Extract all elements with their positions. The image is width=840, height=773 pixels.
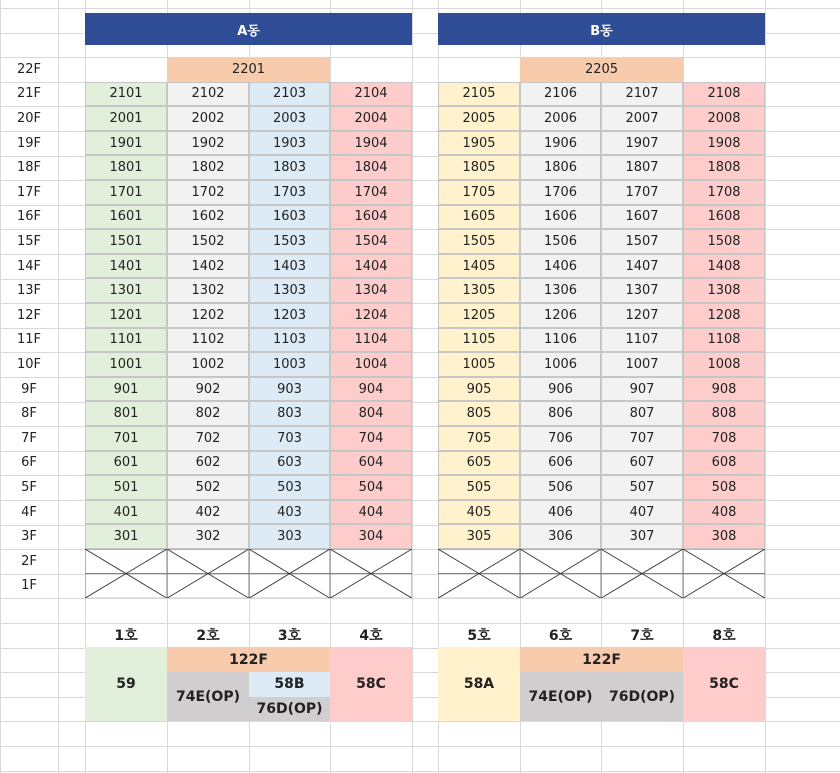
unit-1908[interactable]: 1908 (683, 131, 765, 156)
unit-1307[interactable]: 1307 (601, 278, 683, 303)
unit-905[interactable]: 905 (438, 377, 520, 402)
floor-label: 5F (21, 479, 37, 495)
grid-row-line (0, 8, 840, 9)
unit-505[interactable]: 505 (438, 475, 520, 500)
unit-1208[interactable]: 1208 (683, 303, 765, 328)
unit-2004[interactable]: 2004 (330, 106, 412, 131)
unit-802[interactable]: 802 (167, 401, 249, 426)
type-74e-op-b[interactable]: 74E(OP) (520, 672, 601, 721)
unit-703[interactable]: 703 (249, 426, 330, 451)
grid-row-line (0, 746, 840, 747)
unit-302[interactable]: 302 (167, 524, 249, 549)
unit-1405[interactable]: 1405 (438, 254, 520, 279)
unit-column-label: 6호 (548, 628, 573, 645)
unit-1907[interactable]: 1907 (601, 131, 683, 156)
floor-label: 14F (16, 258, 42, 274)
type-76d-op-b[interactable]: 76D(OP) (601, 672, 683, 721)
floor-label: 8F (21, 406, 37, 422)
unit-1404[interactable]: 1404 (330, 254, 412, 279)
unit-502[interactable]: 502 (167, 475, 249, 500)
unit-608[interactable]: 608 (683, 451, 765, 476)
unit-1505[interactable]: 1505 (438, 229, 520, 254)
type-58c-b[interactable]: 58C (683, 647, 765, 721)
unit-903[interactable]: 903 (249, 377, 330, 402)
unit-507[interactable]: 507 (601, 475, 683, 500)
unit-2001[interactable]: 2001 (85, 106, 167, 131)
unit-1301[interactable]: 1301 (85, 278, 167, 303)
type-74e-op-a[interactable]: 74E(OP) (167, 672, 249, 721)
grid-row-line (0, 598, 840, 599)
unit-508[interactable]: 508 (683, 475, 765, 500)
unit-1003[interactable]: 1003 (249, 352, 330, 377)
unit-1403[interactable]: 1403 (249, 254, 330, 279)
unit-1501[interactable]: 1501 (85, 229, 167, 254)
unit-1702[interactable]: 1702 (167, 180, 249, 205)
unit-1608[interactable]: 1608 (683, 205, 765, 230)
unit-1506[interactable]: 1506 (520, 229, 601, 254)
unit-1502[interactable]: 1502 (167, 229, 249, 254)
unit-1203[interactable]: 1203 (249, 303, 330, 328)
unit-1603[interactable]: 1603 (249, 205, 330, 230)
grid-column-line (412, 0, 413, 773)
unit-1106[interactable]: 1106 (520, 328, 601, 353)
unit-1305[interactable]: 1305 (438, 278, 520, 303)
unit-1605[interactable]: 1605 (438, 205, 520, 230)
unit-405[interactable]: 405 (438, 500, 520, 525)
floor-label: 6F (21, 455, 37, 471)
type-58c-a[interactable]: 58C (330, 647, 412, 721)
unit-407[interactable]: 407 (601, 500, 683, 525)
unit-2002[interactable]: 2002 (167, 106, 249, 131)
unit-2108[interactable]: 2108 (683, 82, 765, 107)
floor-label: 18F (16, 160, 42, 176)
unit-707[interactable]: 707 (601, 426, 683, 451)
unit-1308[interactable]: 1308 (683, 278, 765, 303)
unit-805[interactable]: 805 (438, 401, 520, 426)
pilotis-cell (438, 549, 520, 574)
unit-1207[interactable]: 1207 (601, 303, 683, 328)
unit-303[interactable]: 303 (249, 524, 330, 549)
unit-1503[interactable]: 1503 (249, 229, 330, 254)
unit-1406[interactable]: 1406 (520, 254, 601, 279)
floor-label: 7F (21, 430, 37, 446)
pilotis-cell (330, 574, 412, 599)
unit-1408[interactable]: 1408 (683, 254, 765, 279)
floor-label: 15F (16, 233, 42, 249)
unit-801[interactable]: 801 (85, 401, 167, 426)
unit-1008[interactable]: 1008 (683, 352, 765, 377)
pilotis-cell (683, 574, 765, 599)
unit-1306[interactable]: 1306 (520, 278, 601, 303)
unit-506[interactable]: 506 (520, 475, 601, 500)
type-58b[interactable]: 58B (249, 672, 330, 697)
unit-1103[interactable]: 1103 (249, 328, 330, 353)
unit-1401[interactable]: 1401 (85, 254, 167, 279)
floor-label: 11F (16, 332, 42, 348)
unit-1902[interactable]: 1902 (167, 131, 249, 156)
unit-1005[interactable]: 1005 (438, 352, 520, 377)
unit-1802[interactable]: 1802 (167, 155, 249, 180)
unit-603[interactable]: 603 (249, 451, 330, 476)
unit-1602[interactable]: 1602 (167, 205, 249, 230)
unit-1607[interactable]: 1607 (601, 205, 683, 230)
unit-904[interactable]: 904 (330, 377, 412, 402)
unit-1001[interactable]: 1001 (85, 352, 167, 377)
type-group-122f-b[interactable]: 122F (520, 647, 683, 672)
unit-306[interactable]: 306 (520, 524, 601, 549)
unit-902[interactable]: 902 (167, 377, 249, 402)
pilotis-cell (85, 574, 167, 599)
unit-606[interactable]: 606 (520, 451, 601, 476)
unit-604[interactable]: 604 (330, 451, 412, 476)
unit-701[interactable]: 701 (85, 426, 167, 451)
unit-403[interactable]: 403 (249, 500, 330, 525)
unit-1807[interactable]: 1807 (601, 155, 683, 180)
type-76d-op-a[interactable]: 76D(OP) (249, 697, 330, 722)
unit-column-label: 8호 (712, 628, 736, 645)
floor-label: 2F (21, 553, 37, 569)
pilotis-cell (249, 549, 330, 574)
unit-1304[interactable]: 1304 (330, 278, 412, 303)
unit-308[interactable]: 308 (683, 524, 765, 549)
unit-2105[interactable]: 2105 (438, 82, 520, 107)
unit-1708[interactable]: 1708 (683, 180, 765, 205)
unit-1201[interactable]: 1201 (85, 303, 167, 328)
unit-1101[interactable]: 1101 (85, 328, 167, 353)
unit-808[interactable]: 808 (683, 401, 765, 426)
unit-1206[interactable]: 1206 (520, 303, 601, 328)
floor-label: 10F (16, 356, 42, 372)
unit-2107[interactable]: 2107 (601, 82, 683, 107)
unit-705[interactable]: 705 (438, 426, 520, 451)
grid-row-line (0, 771, 840, 772)
pilotis-cross-b (438, 549, 765, 598)
unit-1804[interactable]: 1804 (330, 155, 412, 180)
unit-1204[interactable]: 1204 (330, 303, 412, 328)
unit-column-label: 5호 (467, 628, 491, 645)
floor-label: 22F (16, 61, 42, 77)
unit-2101[interactable]: 2101 (85, 82, 167, 107)
unit-1402[interactable]: 1402 (167, 254, 249, 279)
unit-1806[interactable]: 1806 (520, 155, 601, 180)
unit-1906[interactable]: 1906 (520, 131, 601, 156)
floor-label: 17F (16, 184, 42, 200)
unit-1205[interactable]: 1205 (438, 303, 520, 328)
unit-503[interactable]: 503 (249, 475, 330, 500)
unit-1903[interactable]: 1903 (249, 131, 330, 156)
unit-2008[interactable]: 2008 (683, 106, 765, 131)
unit-406[interactable]: 406 (520, 500, 601, 525)
unit-1705[interactable]: 1705 (438, 180, 520, 205)
unit-1606[interactable]: 1606 (520, 205, 601, 230)
unit-1303[interactable]: 1303 (249, 278, 330, 303)
unit-1006[interactable]: 1006 (520, 352, 601, 377)
unit-301[interactable]: 301 (85, 524, 167, 549)
unit-2106[interactable]: 2106 (520, 82, 601, 107)
unit-1104[interactable]: 1104 (330, 328, 412, 353)
grid-row-line (0, 721, 840, 722)
type-59[interactable]: 59 (85, 647, 167, 721)
unit-504[interactable]: 504 (330, 475, 412, 500)
unit-901[interactable]: 901 (85, 377, 167, 402)
unit-1604[interactable]: 1604 (330, 205, 412, 230)
grid-row-line (0, 57, 840, 58)
unit-1102[interactable]: 1102 (167, 328, 249, 353)
unit-1904[interactable]: 1904 (330, 131, 412, 156)
unit-605[interactable]: 605 (438, 451, 520, 476)
pilotis-cell (249, 574, 330, 599)
pilotis-cell (330, 549, 412, 574)
unit-1808[interactable]: 1808 (683, 155, 765, 180)
pilotis-cell (167, 549, 249, 574)
grid-column-line (58, 0, 59, 773)
pilotis-cell (85, 549, 167, 574)
unit-1507[interactable]: 1507 (601, 229, 683, 254)
pilotis-cross-a (85, 549, 412, 598)
pilotis-cell (438, 574, 520, 599)
unit-1601[interactable]: 1601 (85, 205, 167, 230)
unit-401[interactable]: 401 (85, 500, 167, 525)
floor-label: 19F (16, 135, 42, 151)
unit-2201[interactable]: 2201 (167, 57, 330, 82)
unit-2007[interactable]: 2007 (601, 106, 683, 131)
unit-908[interactable]: 908 (683, 377, 765, 402)
floor-label: 4F (21, 504, 37, 520)
pilotis-cell (520, 574, 601, 599)
unit-304[interactable]: 304 (330, 524, 412, 549)
pilotis-cell (601, 574, 683, 599)
unit-1504[interactable]: 1504 (330, 229, 412, 254)
unit-601[interactable]: 601 (85, 451, 167, 476)
pilotis-cell (520, 549, 601, 574)
unit-1901[interactable]: 1901 (85, 131, 167, 156)
floor-label: 9F (21, 381, 37, 397)
floor-label: 12F (16, 307, 42, 323)
unit-2003[interactable]: 2003 (249, 106, 330, 131)
unit-404[interactable]: 404 (330, 500, 412, 525)
unit-1108[interactable]: 1108 (683, 328, 765, 353)
unit-1002[interactable]: 1002 (167, 352, 249, 377)
unit-1107[interactable]: 1107 (601, 328, 683, 353)
unit-706[interactable]: 706 (520, 426, 601, 451)
type-group-122f-a[interactable]: 122F (167, 647, 330, 672)
unit-1706[interactable]: 1706 (520, 180, 601, 205)
unit-708[interactable]: 708 (683, 426, 765, 451)
unit-2205[interactable]: 2205 (520, 57, 683, 82)
unit-1302[interactable]: 1302 (167, 278, 249, 303)
unit-307[interactable]: 307 (601, 524, 683, 549)
unit-1704[interactable]: 1704 (330, 180, 412, 205)
unit-807[interactable]: 807 (601, 401, 683, 426)
unit-1707[interactable]: 1707 (601, 180, 683, 205)
unit-607[interactable]: 607 (601, 451, 683, 476)
unit-702[interactable]: 702 (167, 426, 249, 451)
pilotis-cell (167, 574, 249, 599)
unit-1801[interactable]: 1801 (85, 155, 167, 180)
unit-1105[interactable]: 1105 (438, 328, 520, 353)
unit-column-label: 4호 (359, 628, 383, 645)
unit-906[interactable]: 906 (520, 377, 601, 402)
unit-1703[interactable]: 1703 (249, 180, 330, 205)
pilotis-cell (683, 549, 765, 574)
floor-label: 13F (16, 283, 42, 299)
unit-2005[interactable]: 2005 (438, 106, 520, 131)
pilotis-cell (601, 549, 683, 574)
unit-907[interactable]: 907 (601, 377, 683, 402)
unit-1202[interactable]: 1202 (167, 303, 249, 328)
unit-501[interactable]: 501 (85, 475, 167, 500)
floor-label: 20F (16, 110, 42, 126)
unit-column-label: 2호 (196, 628, 220, 645)
unit-2103[interactable]: 2103 (249, 82, 330, 107)
unit-2102[interactable]: 2102 (167, 82, 249, 107)
unit-1007[interactable]: 1007 (601, 352, 683, 377)
unit-1803[interactable]: 1803 (249, 155, 330, 180)
type-58a[interactable]: 58A (438, 647, 520, 721)
unit-806[interactable]: 806 (520, 401, 601, 426)
floor-label: 3F (21, 529, 37, 545)
unit-column-label: 7호 (630, 628, 654, 645)
unit-1407[interactable]: 1407 (601, 254, 683, 279)
unit-402[interactable]: 402 (167, 500, 249, 525)
unit-803[interactable]: 803 (249, 401, 330, 426)
unit-804[interactable]: 804 (330, 401, 412, 426)
floor-label: 16F (16, 209, 42, 225)
building-a-header[interactable]: A동 (85, 13, 412, 45)
unit-column-label: 1호 (114, 628, 138, 645)
floor-label: 21F (16, 86, 42, 102)
unit-1004[interactable]: 1004 (330, 352, 412, 377)
unit-1508[interactable]: 1508 (683, 229, 765, 254)
unit-1805[interactable]: 1805 (438, 155, 520, 180)
grid-column-line (765, 0, 766, 773)
unit-column-label: 3호 (277, 628, 302, 645)
building-b-header[interactable]: B동 (438, 13, 765, 45)
unit-602[interactable]: 602 (167, 451, 249, 476)
floor-label: 1F (21, 578, 37, 594)
unit-305[interactable]: 305 (438, 524, 520, 549)
unit-1905[interactable]: 1905 (438, 131, 520, 156)
unit-2006[interactable]: 2006 (520, 106, 601, 131)
unit-704[interactable]: 704 (330, 426, 412, 451)
unit-1701[interactable]: 1701 (85, 180, 167, 205)
unit-2104[interactable]: 2104 (330, 82, 412, 107)
unit-408[interactable]: 408 (683, 500, 765, 525)
